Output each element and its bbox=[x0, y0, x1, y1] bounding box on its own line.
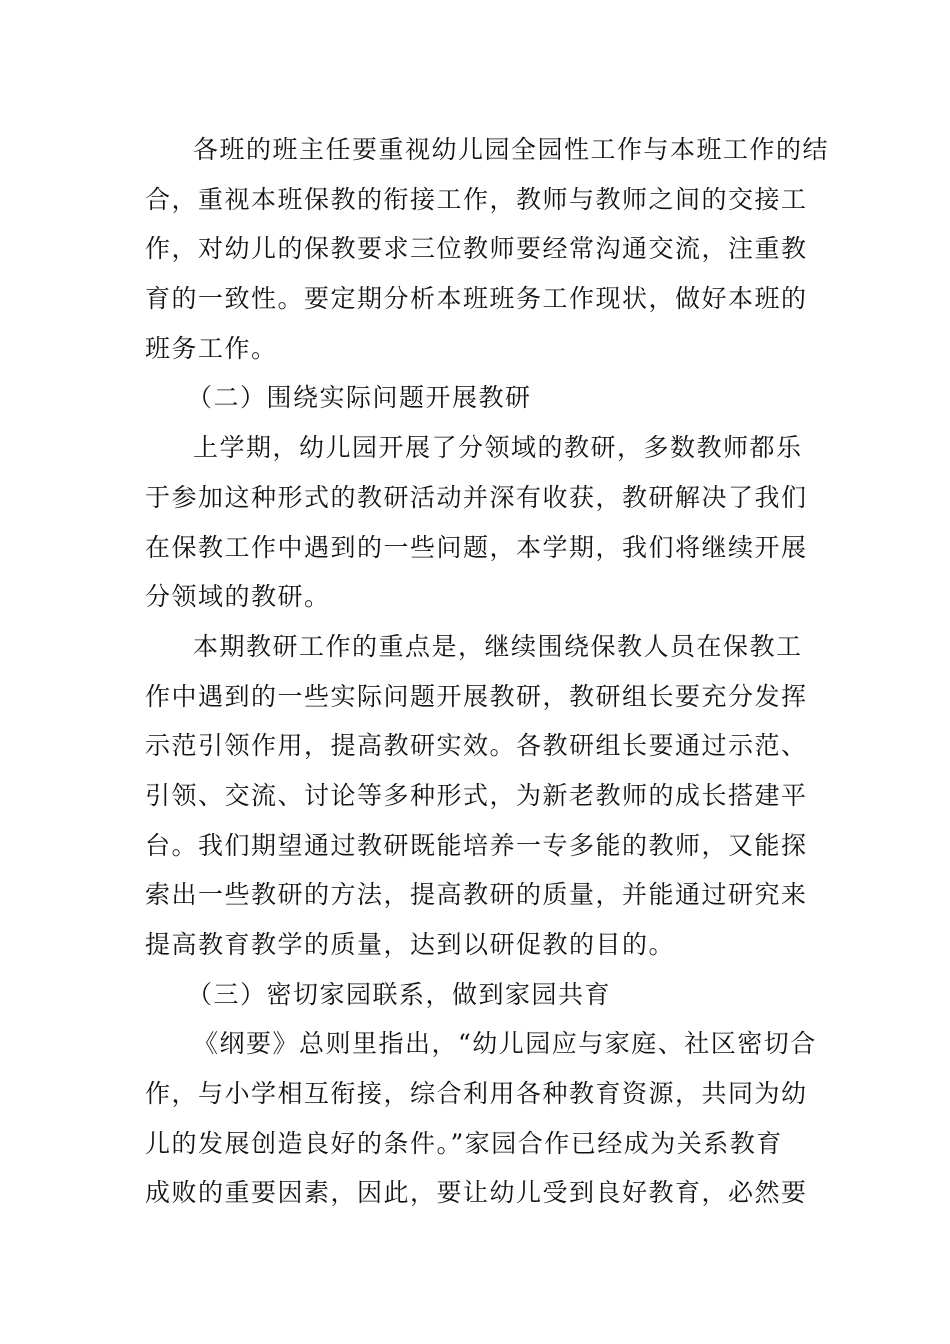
paragraph-line: 示范引领作用，提高教研实效。各教研组长要通过示范、 bbox=[145, 731, 808, 761]
section-heading-3: （三）密切家园联系，做到家园共育 bbox=[187, 979, 612, 1009]
paragraph-line: 班务工作。 bbox=[145, 333, 278, 363]
section-heading-2: （二）围绕实际问题开展教研 bbox=[187, 383, 532, 413]
paragraph-line: 作，与小学相互衔接，综合利用各种教育资源，共同为幼 bbox=[145, 1079, 808, 1109]
paragraph-line: 各班的班主任要重视幼儿园全园性工作与本班工作的结 bbox=[193, 135, 830, 164]
paragraph-line: 上学期，幼儿园开展了分领域的教研，多数教师都乐 bbox=[193, 433, 803, 463]
paragraph-line: 引领、交流、讨论等多种形式，为新老教师的成长搭建平 bbox=[145, 780, 808, 810]
paragraph-line: 分领域的教研。 bbox=[145, 582, 331, 612]
paragraph-line: 索出一些教研的方法，提高教研的质量，并能通过研究来 bbox=[145, 880, 808, 910]
paragraph-line: 作，对幼儿的保教要求三位教师要经常沟通交流，注重教 bbox=[145, 234, 808, 264]
document-body bbox=[145, 125, 830, 1218]
paragraph-line: 台。我们期望通过教研既能培养一专多能的教师，又能探 bbox=[145, 830, 808, 860]
paragraph-line: 在保教工作中遇到的一些问题，本学期，我们将继续开展 bbox=[145, 532, 808, 562]
paragraph-line: 成败的重要因素，因此，要让幼儿受到良好教育，必然要 bbox=[145, 1178, 808, 1208]
paragraph-line: 本期教研工作的重点是，继续围绕保教人员在保教工 bbox=[193, 631, 803, 661]
paragraph-line: 儿的发展创造良好的条件。”家园合作已经成为关系教育 bbox=[145, 1128, 783, 1158]
paragraph-line: 《纲要》总则里指出，“幼儿园应与家庭、社区密切合 bbox=[193, 1029, 817, 1059]
paragraph-line: 提高教育教学的质量，达到以研促教的目的。 bbox=[145, 930, 676, 959]
paragraph-line: 育的一致性。要定期分析本班班务工作现状，做好本班的 bbox=[145, 284, 808, 314]
paragraph-line: 作中遇到的一些实际问题开展教研，教研组长要充分发挥 bbox=[145, 681, 808, 711]
paragraph-line: 合，重视本班保教的衔接工作，教师与教师之间的交接工 bbox=[145, 184, 808, 214]
paragraph-line: 于参加这种形式的教研活动并深有收获，教研解决了我们 bbox=[145, 482, 808, 512]
